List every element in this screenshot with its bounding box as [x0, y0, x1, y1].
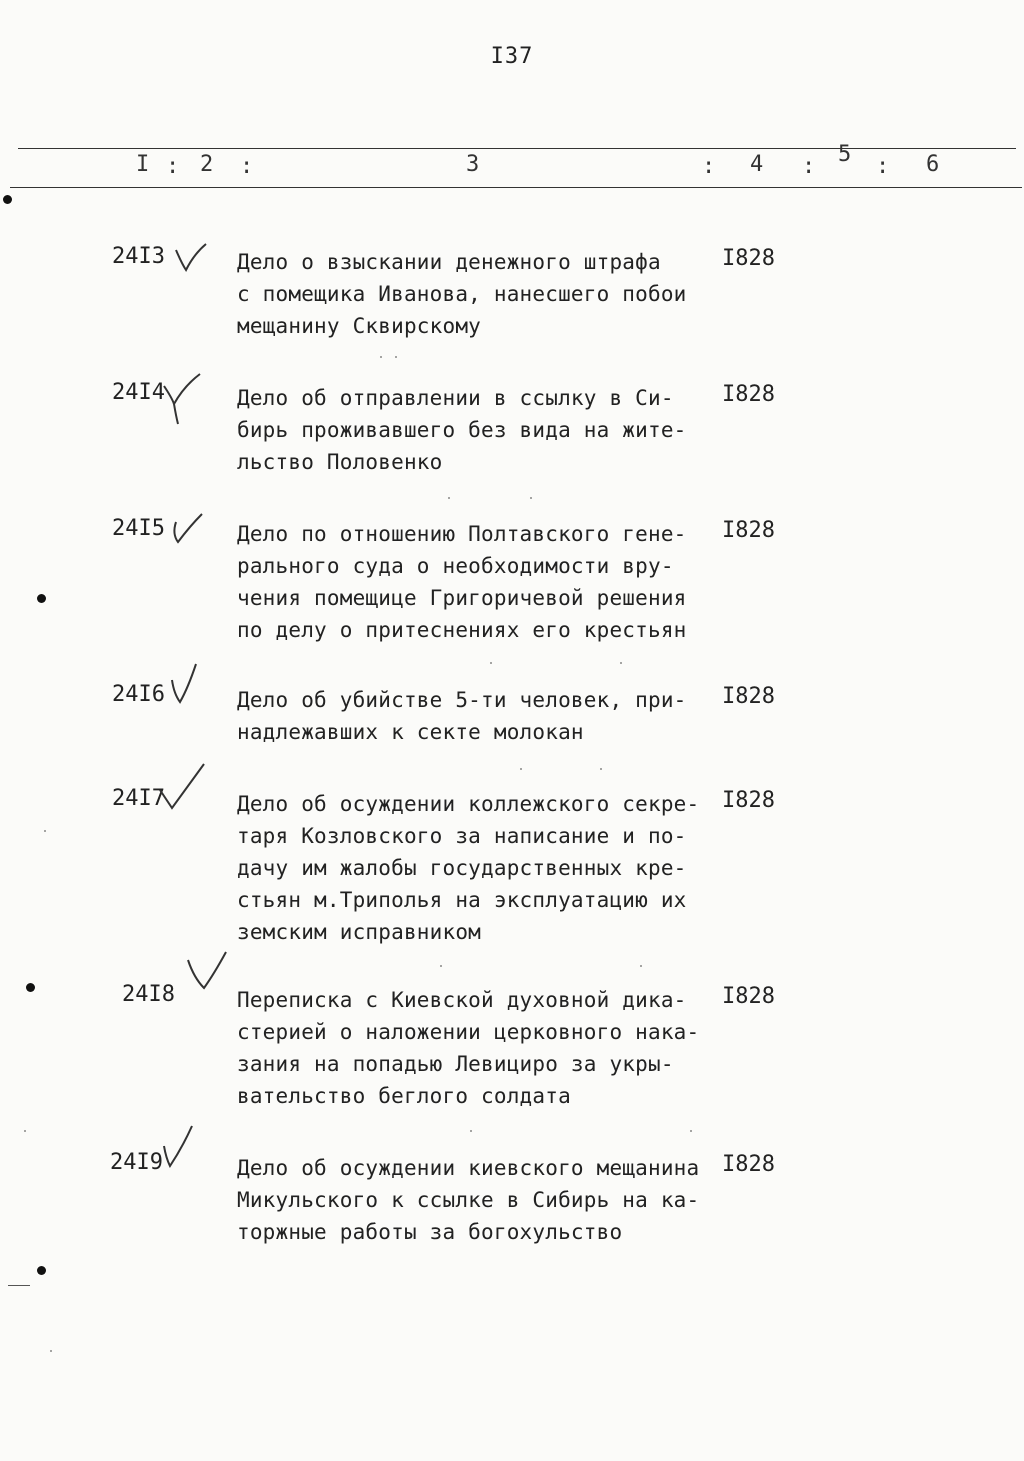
- scan-speck: [44, 830, 46, 832]
- entry-text: Переписка с Киевской духовной дика- стерией о наложении церковного нака- зания на попадью Левициро за укры- вательство беглого солдата: [237, 988, 700, 1108]
- entry-year: I828: [722, 382, 775, 407]
- scan-speck: [440, 965, 442, 967]
- scan-speck: [448, 497, 450, 499]
- scan-speck: [690, 1130, 692, 1132]
- entry-number: 24I4: [112, 380, 165, 405]
- entry-text: Дело об отправлении в ссылку в Си- бирь проживавшего без вида на жите- льство Половенко: [237, 386, 687, 474]
- entry-number: 24I5: [112, 516, 165, 541]
- entry-year: I828: [722, 788, 775, 813]
- entry-text: Дело об осуждении киевского мещанина Микульского к ссылке в Сибирь на ка- торжные работы за богохульство: [237, 1156, 700, 1244]
- column-separator: :: [166, 154, 180, 179]
- punch-hole-bullet: [3, 195, 12, 204]
- column-header-3: 3: [466, 152, 480, 177]
- checkmark-icon: [184, 950, 232, 1000]
- entry-text: Дело о взыскании денежного штрафа с помещика Иванова, нанесшего побои мещанину Сквирскому: [237, 250, 687, 338]
- checkmark-icon: [172, 242, 212, 280]
- scan-speck: [380, 356, 382, 358]
- checkmark-icon: [168, 662, 208, 712]
- scan-speck: [620, 662, 622, 664]
- entry-text: Дело об осуждении коллежского секре- таря Козловского за написание и по- дачу им жалобы государственных кре- стьян м.Триполья на эксплуатацию их земским исправником: [237, 792, 700, 944]
- scan-speck: [490, 662, 492, 664]
- header-rule-bottom: [10, 187, 1022, 188]
- margin-dash: [8, 1285, 30, 1286]
- entry-year: I828: [722, 518, 775, 543]
- entry-number: 24I7: [112, 786, 165, 811]
- entry-text: Дело по отношению Полтавского гене- рального суда о необходимости вру- чения помещице Григоричевой решения по делу о притеснениях его крестьян: [237, 522, 687, 642]
- checkmark-icon: [170, 512, 210, 552]
- punch-hole-bullet: [37, 594, 46, 603]
- checkmark-icon: [160, 372, 206, 432]
- column-separator: :: [240, 154, 254, 179]
- entry-year: I828: [722, 1152, 775, 1177]
- column-header-4: 4: [750, 152, 764, 177]
- column-separator: :: [876, 154, 890, 179]
- column-header-1: I: [136, 152, 150, 177]
- scan-speck: [470, 1130, 472, 1132]
- entry-number: 24I3: [112, 244, 165, 269]
- scan-speck: [395, 356, 397, 358]
- scan-speck: [530, 497, 532, 499]
- column-separator: :: [802, 154, 816, 179]
- scan-speck: [50, 1350, 52, 1352]
- punch-hole-bullet: [37, 1266, 46, 1275]
- entry-number: 24I6: [112, 682, 165, 707]
- header-rule-top: [18, 148, 1016, 149]
- scan-speck: [640, 965, 642, 967]
- entry-year: I828: [722, 984, 775, 1009]
- column-header-2: 2: [200, 152, 214, 177]
- entry-text: Дело об убийстве 5-ти человек, при- надлежавших к секте молокан: [237, 688, 687, 744]
- scan-speck: [24, 1130, 26, 1132]
- entry-number: 24I9: [110, 1150, 163, 1175]
- entry-year: I828: [722, 684, 775, 709]
- entry-number: 24I8: [122, 982, 175, 1007]
- page-number: I37: [490, 44, 534, 69]
- entry-year: I828: [722, 246, 775, 271]
- checkmark-icon: [158, 762, 208, 818]
- column-header-5: 5: [838, 142, 852, 167]
- scan-speck: [600, 768, 602, 770]
- scan-speck: [520, 768, 522, 770]
- punch-hole-bullet: [26, 983, 35, 992]
- column-header-6: 6: [926, 152, 940, 177]
- checkmark-icon: [160, 1124, 200, 1176]
- column-separator: :: [702, 154, 716, 179]
